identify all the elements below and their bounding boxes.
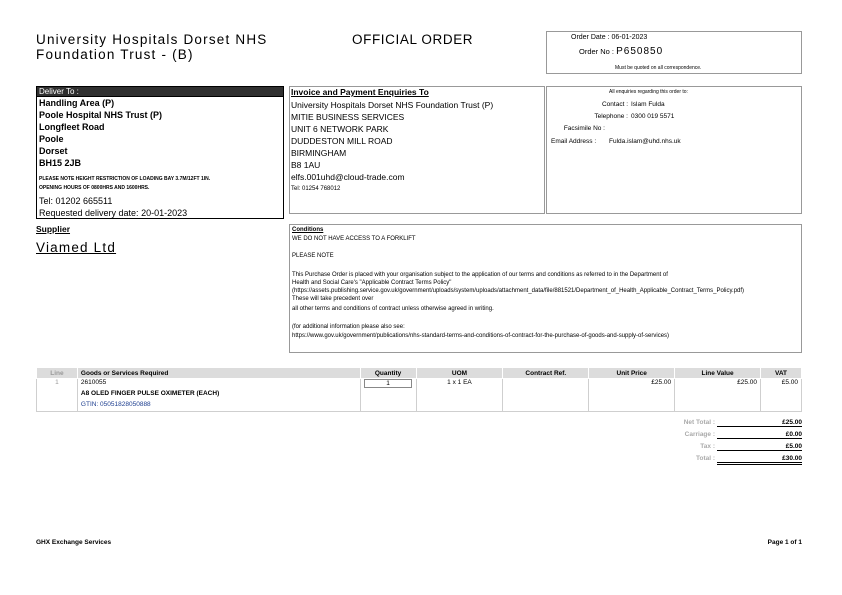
line-number: 1 bbox=[37, 379, 78, 390]
condition-forklift: WE DO NOT HAVE ACCESS TO A FORKLIFT bbox=[292, 236, 416, 242]
table-row-description bbox=[37, 390, 802, 401]
deliver-telephone: Tel: 01202 665511 bbox=[39, 196, 113, 206]
deliver-line: Longfleet Road bbox=[39, 122, 105, 132]
page-number: Page 1 of 1 bbox=[767, 539, 802, 546]
column-header-uom: UOM bbox=[416, 368, 503, 379]
quantity-value: 1 bbox=[364, 379, 412, 388]
invoice-line: B8 1AU bbox=[291, 160, 321, 170]
condition-policy-link[interactable]: (https://assets.publishing.service.gov.uk/government/uploads/system/uploads/attachment_data/file/881521/Department_of_Health_Applicable_Contract_Terms_Policy.pdf) bbox=[292, 288, 745, 294]
carriage-label: Carriage : bbox=[684, 431, 715, 438]
contact-label: Contact : bbox=[601, 101, 628, 108]
net-total-row bbox=[640, 419, 802, 429]
conditions-box bbox=[289, 224, 802, 353]
deliver-line: Poole Hospital NHS Trust (P) bbox=[39, 110, 163, 120]
condition-text: This Purchase Order is placed with your organisation subject to the application of our terms and conditions as referred to in the Department of bbox=[292, 272, 668, 278]
column-header-line-value: Line Value bbox=[675, 368, 761, 379]
column-header-line: Line bbox=[37, 368, 78, 379]
email-label: Email Address : bbox=[551, 138, 597, 145]
telephone-value: 0300 019 5571 bbox=[631, 113, 675, 120]
grand-total-label: Total : bbox=[695, 455, 715, 462]
deliver-to-box bbox=[36, 86, 284, 219]
vat-cell: £5.00 bbox=[760, 379, 801, 390]
product-gtin: GTIN: 05051828050888 bbox=[77, 401, 360, 412]
invoice-line: BIRMINGHAM bbox=[291, 148, 347, 158]
condition-text: (for additional information please also see: bbox=[292, 324, 405, 330]
column-header-vat: VAT bbox=[760, 368, 801, 379]
table-row bbox=[37, 379, 802, 390]
product-code: 2610055 bbox=[77, 379, 360, 390]
supplier-name: Viamed Ltd bbox=[36, 240, 117, 255]
order-date: Order Date : 06-01-2023 bbox=[571, 34, 648, 41]
email-value[interactable]: Fulda.islam@uhd.nhs.uk bbox=[609, 138, 681, 145]
organisation-title bbox=[36, 32, 268, 62]
order-number bbox=[579, 46, 663, 57]
tax-label: Tax : bbox=[700, 443, 715, 450]
fax-label: Facsimile No : bbox=[563, 125, 605, 132]
deliver-note-hours: OPENING HOURS OF 0800HRS AND 1600HRS. bbox=[39, 185, 150, 191]
invoice-line: University Hospitals Dorset NHS Foundation Trust (P) bbox=[291, 100, 494, 110]
condition-text: These will take precedent over bbox=[292, 296, 374, 302]
condition-text: all other terms and conditions of contract unless otherwise agreed in writing. bbox=[292, 306, 494, 312]
grand-total-value: £30.00 bbox=[717, 455, 802, 465]
document-title: OFFICIAL ORDER bbox=[352, 32, 474, 47]
deliver-to-heading: Deliver To : bbox=[37, 87, 283, 96]
invoice-heading: Invoice and Payment Enquiries To bbox=[291, 87, 429, 97]
column-header-unit-price: Unit Price bbox=[589, 368, 675, 379]
order-number-value: P650850 bbox=[616, 46, 664, 57]
column-header-goods: Goods or Services Required bbox=[77, 368, 360, 379]
condition-please-note: PLEASE NOTE bbox=[292, 253, 334, 259]
contact-note: All enquiries regarding this order to: bbox=[609, 89, 688, 95]
net-total-value: £25.00 bbox=[717, 419, 802, 427]
order-quote-note: Must be quoted on all correspondence. bbox=[615, 65, 702, 71]
deliver-line: Dorset bbox=[39, 146, 68, 156]
footer-provider: GHX Exchange Services bbox=[36, 539, 112, 546]
contact-box bbox=[546, 86, 802, 214]
supplier-label: Supplier bbox=[36, 224, 71, 234]
tax-row bbox=[640, 443, 802, 453]
contract-ref-cell bbox=[503, 379, 589, 390]
net-total-label: Net Total : bbox=[683, 419, 715, 426]
requested-delivery-date: Requested delivery date: 20-01-2023 bbox=[39, 208, 188, 218]
deliver-line: Handling Area (P) bbox=[39, 98, 115, 108]
grand-total-row bbox=[640, 455, 802, 465]
column-header-contract-ref: Contract Ref. bbox=[503, 368, 589, 379]
deliver-note-height: PLEASE NOTE HEIGHT RESTRICTION OF LOADING BAY 3.7M/12FT 1IN. bbox=[39, 176, 211, 182]
invoice-email: elfs.001uhd@cloud-trade.com bbox=[291, 172, 405, 182]
uom-cell: 1 x 1 EA bbox=[416, 379, 503, 390]
organisation-title-line-1: University Hospitals Dorset NHS bbox=[36, 32, 268, 47]
carriage-value: £0.00 bbox=[717, 431, 802, 439]
quantity-cell bbox=[360, 379, 416, 390]
table-row-gtin bbox=[37, 401, 802, 412]
condition-terms-link[interactable]: https://www.gov.uk/government/publications/nhs-standard-terms-and-conditions-of-contract-for-the-purchase-of-goods-and-supply-of-services) bbox=[292, 333, 670, 339]
deliver-line: Poole bbox=[39, 134, 64, 144]
conditions-heading: Conditions bbox=[292, 227, 324, 233]
invoice-enquiries-box bbox=[289, 86, 545, 214]
product-description: A8 OLED FINGER PULSE OXIMETER (EACH) bbox=[77, 390, 360, 401]
order-items-table bbox=[36, 367, 802, 412]
tax-value: £5.00 bbox=[717, 443, 802, 451]
table-header-row bbox=[37, 368, 802, 379]
order-info-box bbox=[546, 31, 802, 74]
organisation-title-line-2: Foundation Trust - (B) bbox=[36, 47, 194, 62]
contact-value: Islam Fulda bbox=[631, 101, 665, 108]
carriage-row bbox=[640, 431, 802, 441]
deliver-to-address bbox=[37, 96, 283, 219]
line-value-cell: £25.00 bbox=[675, 379, 761, 390]
condition-text: Health and Social Care's "Applicable Contract Terms Policy" bbox=[292, 280, 452, 286]
order-number-label: Order No : bbox=[579, 47, 617, 56]
invoice-telephone: Tel: 01254 768012 bbox=[291, 186, 341, 192]
invoice-line: DUDDESTON MILL ROAD bbox=[291, 136, 393, 146]
unit-price-cell: £25.00 bbox=[589, 379, 675, 390]
invoice-line: MITIE BUSINESS SERVICES bbox=[291, 112, 405, 122]
deliver-line: BH15 2JB bbox=[39, 158, 82, 168]
column-header-quantity: Quantity bbox=[360, 368, 416, 379]
telephone-label: Telephone : bbox=[594, 113, 628, 120]
invoice-line: UNIT 6 NETWORK PARK bbox=[291, 124, 389, 134]
